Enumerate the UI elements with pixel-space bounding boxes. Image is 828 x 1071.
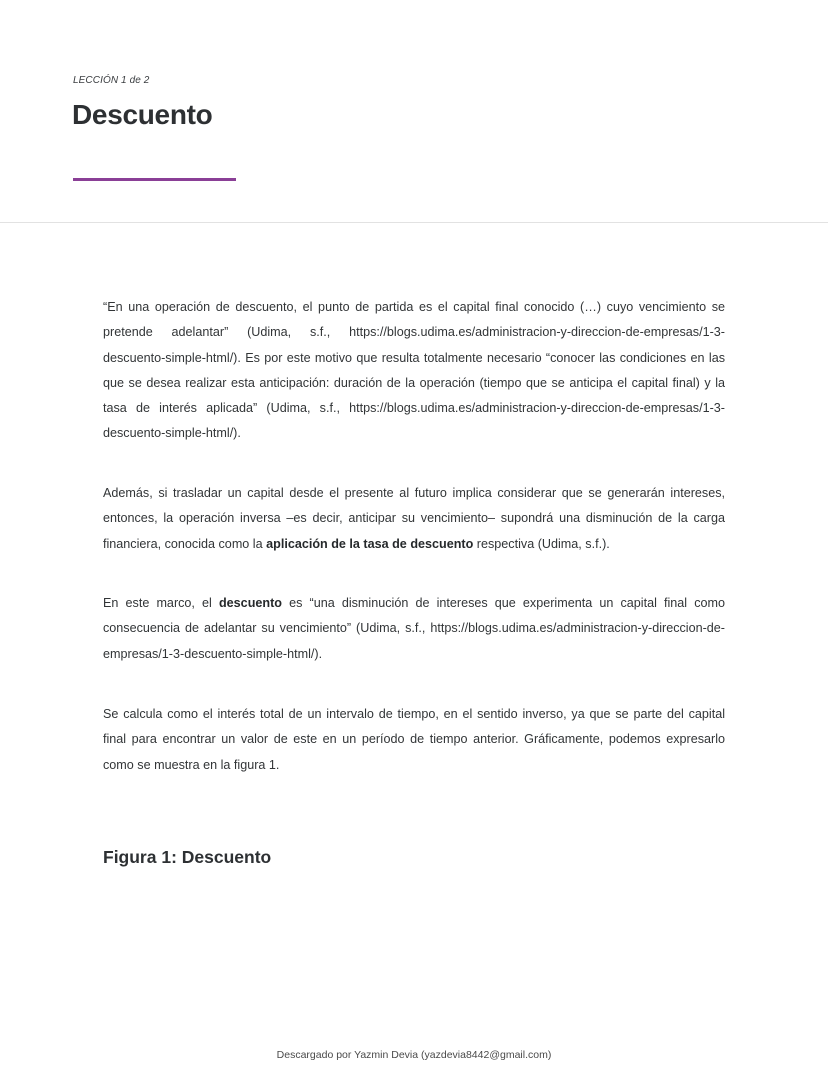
- paragraph-2: [103, 481, 725, 557]
- paragraph-text: Se calcula como el interés total de un intervalo de tiempo, en el sentido inverso, ya que se parte del capital final para encontrar un valor de este en un período de tiempo anterior. Gráficamente, podemos expresarlo como se muestra en la figura 1.: [103, 707, 725, 772]
- bold-term-descuento: descuento: [218, 596, 282, 610]
- paragraph-3: [103, 591, 725, 667]
- title-accent-bar: [73, 178, 236, 181]
- figure-title: Figura 1: Descuento: [103, 847, 272, 867]
- paragraph-text: es “una disminución de intereses que experimenta un capital final como consecuencia de adelantar su vencimiento” (Udima, s.f., https://blogs.udima.es/administracion-y-direccion-de-empresas/1-3-descuento-simple-html/).: [103, 596, 726, 661]
- paragraph-4: [103, 702, 725, 778]
- page-title: Descuento: [72, 99, 213, 130]
- paragraph-text: Además, si trasladar un capital desde el presente al futuro implica considerar que se generarán intereses, entonces, la operación inversa –es decir, anticipar su vencimiento– supondrá una disminución de la carga financiera, conocida como la: [103, 486, 725, 551]
- lesson-header: [0, 0, 828, 222]
- download-footer: Descargado por Yazmin Devia (yazdevia8442@gmail.com): [276, 1049, 552, 1061]
- paragraph-text: respectiva (Udima, s.f.).: [473, 536, 610, 551]
- paragraph-1: [103, 295, 725, 447]
- lesson-counter: LECCIÓN 1 de 2: [73, 75, 150, 86]
- paragraph-text: “En una operación de descuento, el punto de partida es el capital final conocido (…) cuyo vencimiento se pretende adelantar” (Udima, s.f., https://blogs.udima.es/administracion-y-direccion-de-empresas/1-3-descuento-simple-html/). Es por este motivo que resulta totalmente necesario “conocer las condiciones en las que se desea realizar esta anticipación: duración de la operación (tiempo que se anticipa el capital final) y la tasa de interés aplicada” (Udima, s.f., https://blogs.udima.es/administracion-y-direccion-de-empresas/1-3-descuento-simple-html/).: [103, 300, 725, 441]
- paragraph-text: En este marco, el: [103, 596, 219, 610]
- bold-term-tasa-de-descuento: aplicación de la tasa de descuento: [266, 536, 474, 551]
- header-divider: [0, 222, 828, 223]
